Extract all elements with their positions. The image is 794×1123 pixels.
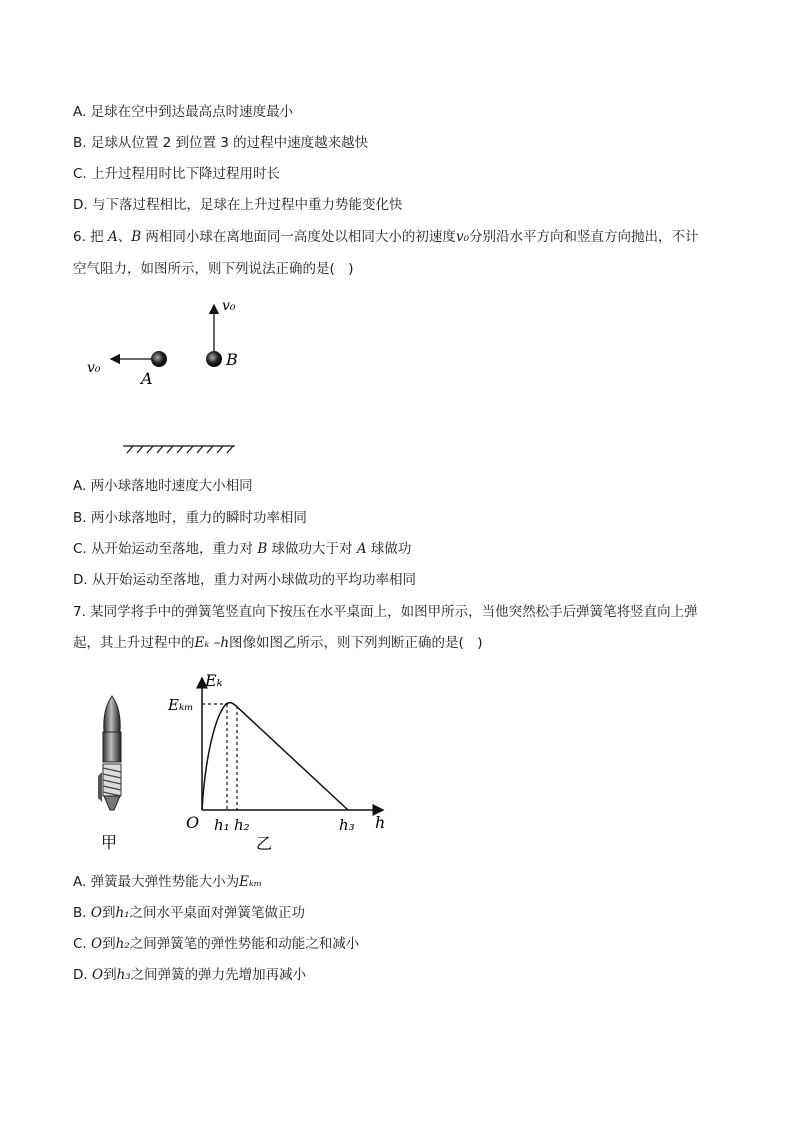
q6-option-c xyxy=(73,540,411,558)
q7-figure-yi xyxy=(165,668,395,858)
q6-label-v0-left: v₀ xyxy=(87,360,101,376)
q7-option-b-text: 到 xyxy=(101,905,116,921)
q6-stem-text: 6. 把 xyxy=(73,229,108,245)
q6-option-d: D. 从开始运动至落地，重力对两小球做功的平均功率相同 xyxy=(73,572,416,588)
q7-label-ekm: Eₖₘ xyxy=(168,696,194,714)
q7-ek-h-symbol: Eₖ –h xyxy=(194,635,230,651)
q6-option-c-text: C. 从开始运动至落地，重力对 xyxy=(73,541,258,557)
q7-label-h2: h₂ xyxy=(234,816,250,834)
q7-option-a-symbol: Eₖₘ xyxy=(239,874,263,890)
q7-option-a-text: A. 弹簧最大弹性势能大小为 xyxy=(73,874,240,890)
q7-label-h1: h₁ xyxy=(214,816,230,834)
q7-option-b-text: B. xyxy=(73,905,91,921)
q5-option-c: C. 上升过程用时比下降过程用时长 xyxy=(73,166,281,182)
q7-option-d-origin: O xyxy=(91,967,104,983)
q7-option-b-origin: O xyxy=(90,905,102,921)
q7-option-d xyxy=(73,966,306,984)
q6-label-a: A xyxy=(141,369,153,388)
q6-stem-line2: 空气阻力，如图所示，则下列说法正确的是( ) xyxy=(73,261,354,277)
q7-label-ek: Eₖ xyxy=(205,671,223,690)
q6-option-a: A. 两小球落地时速度大小相同 xyxy=(73,478,253,494)
q7-option-c-origin: O xyxy=(91,936,103,952)
q7-ek-curve xyxy=(202,703,348,810)
q7-stem-text: 起，其上升过程中的 xyxy=(73,635,195,651)
q7-option-b xyxy=(73,904,305,922)
q6-figure xyxy=(75,295,275,460)
q7-label-h: h xyxy=(375,813,386,832)
q7-option-d-text: 之间弹簧的弹力先增加再减小 xyxy=(130,967,307,983)
q5-option-d: D. 与下落过程相比，足球在上升过程中重力势能变化快 xyxy=(73,197,403,213)
q6-option-c-ball-a: A xyxy=(356,541,367,557)
q6-option-b: B. 两小球落地时，重力的瞬时功率相同 xyxy=(73,510,307,526)
q7-option-d-text: D. xyxy=(73,967,92,983)
q6-stem-text: 分别沿水平方向和竖直方向抛出，不计 xyxy=(468,229,699,245)
q7-label-h3: h₃ xyxy=(339,816,355,834)
q7-option-b-h1: h₁ xyxy=(115,905,130,921)
q7-option-b-text: 之间水平桌面对弹簧笔做正功 xyxy=(129,905,306,921)
q6-stem-text: 两相同小球在离地面同一高度处以相同大小的初速度 xyxy=(141,229,456,245)
q7-option-c-text: 之间弹簧笔的弹性势能和动能之和减小 xyxy=(129,936,360,952)
q7-option-c-h2: h₂ xyxy=(115,936,130,952)
q6-ball-a xyxy=(151,351,167,367)
q7-option-d-text: 到 xyxy=(103,967,117,983)
q7-figure-jia xyxy=(88,692,138,857)
q6-ball-b xyxy=(206,351,222,367)
q7-label-jia: 甲 xyxy=(101,833,118,852)
q7-option-c-text: C. xyxy=(73,936,92,952)
q5-option-a: A. 足球在空中到达最高点时速度最小 xyxy=(73,104,294,120)
q6-label-b: B xyxy=(226,350,238,369)
q6-option-c-text: 球做功 xyxy=(366,541,412,557)
q5-option-b: B. 足球从位置 2 到位置 3 的过程中速度越来越快 xyxy=(73,135,369,151)
q6-label-v0-up: v₀ xyxy=(222,298,236,314)
q7-spring-pen xyxy=(98,696,121,810)
q7-option-d-h3: h₃ xyxy=(116,967,131,983)
q7-option-c-text: 到 xyxy=(102,936,116,952)
q6-v0-symbol: v₀ xyxy=(455,229,469,245)
q6-option-c-text: 球做功大于对 xyxy=(267,541,357,557)
q6-ground xyxy=(123,446,235,453)
q6-stem-line1 xyxy=(73,228,698,246)
q7-option-c xyxy=(73,935,359,953)
q7-option-a xyxy=(73,873,262,891)
q7-stem-line1: 7. 某同学将手中的弹簧笔竖直向下按压在水平桌面上，如图甲所示，当他突然松手后弹簧笔将竖直向上弹 xyxy=(73,604,698,620)
q6-ball-b-symbol: B xyxy=(131,229,142,245)
q7-label-yi: 乙 xyxy=(256,834,273,853)
q7-stem-line2 xyxy=(73,634,483,652)
q6-separator: 、 xyxy=(117,229,132,245)
q7-label-origin: O xyxy=(186,813,200,832)
q6-ball-a-symbol: A xyxy=(107,229,118,245)
q6-option-c-ball-b: B xyxy=(257,541,268,557)
q7-stem-text: 图像如图乙所示，则下列判断正确的是( ) xyxy=(229,635,483,651)
